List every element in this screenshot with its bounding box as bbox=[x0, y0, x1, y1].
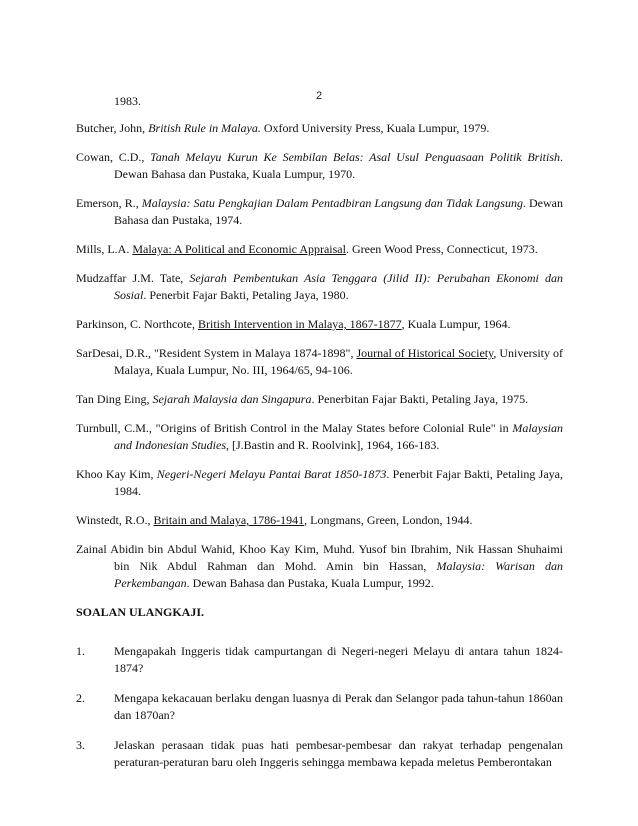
reference-title-italic: Malaysia: Warisan dan Perkembangan bbox=[114, 559, 563, 590]
reference-text: 1983. bbox=[114, 94, 141, 108]
question-number: 3. bbox=[76, 738, 85, 752]
reference-entry bbox=[76, 391, 563, 408]
reference-text: Winstedt, R.O., bbox=[76, 513, 154, 527]
reference-text: . Dewan Bahasa dan Pustaka, 1974. bbox=[114, 196, 563, 227]
reference-entry bbox=[76, 120, 563, 137]
reference-title-underlined: Journal of Historical Society bbox=[356, 346, 494, 360]
reference-text: . Penerbit Fajar Bakti, Petaling Jaya, 1980. bbox=[143, 288, 349, 302]
question-number: 1. bbox=[76, 644, 85, 658]
reference-text: , Kuala Lumpur, 1964. bbox=[401, 317, 511, 331]
reference-text: Parkinson, C. Northcote, bbox=[76, 317, 198, 331]
reference-entry bbox=[76, 420, 563, 454]
reference-text: , Longmans, Green, London, 1944. bbox=[304, 513, 473, 527]
reference-list bbox=[76, 93, 563, 592]
reference-text: . Penerbit Fajar Bakti, Petaling Jaya, 1984. bbox=[114, 467, 563, 498]
section-heading: SOALAN ULANGKAJI. bbox=[76, 605, 205, 619]
reference-entry bbox=[76, 195, 563, 229]
reference-title-italic: Sejarah Pembentukan Asia Tenggara (Jilid II): Perubahan Ekonomi dan Sosial bbox=[114, 271, 563, 302]
reference-entry bbox=[76, 345, 563, 379]
reference-text: SarDesai, D.R., "Resident System in Malaya 1874-1898", bbox=[76, 346, 357, 360]
reference-text: Zainal Abidin bin Abdul Wahid, Khoo Kay Kim, Muhd. Yusof bin Ibrahim, Nik Hassan Shuhaimi bin Nik Abdul Rahman dan Mohd. Amin bin Hassan, bbox=[76, 542, 563, 573]
reference-text: . Dewan Bahasa dan Pustaka, Kuala Lumpur, 1970. bbox=[114, 150, 564, 181]
page-number: 2 bbox=[316, 90, 323, 102]
reference-entry bbox=[76, 316, 563, 333]
question-text: Mengapa kekacauan berlaku dengan luasnya di Perak dan Selangor pada tahun-tahun 1860an dan 1870an? bbox=[114, 691, 563, 722]
reference-title-italic: Tanah Melayu Kurun Ke Sembilan Belas: Asal Usul Penguasaan Politik British bbox=[150, 150, 561, 164]
reference-entry bbox=[76, 241, 563, 258]
reference-text: Tan Ding Eing, bbox=[76, 392, 153, 406]
reference-text: Cowan, C.D., bbox=[76, 150, 151, 164]
reference-entry bbox=[76, 149, 563, 183]
reference-text: Emerson, R., bbox=[76, 196, 142, 210]
reference-text: Mills, L.A. bbox=[76, 242, 133, 256]
reference-entry bbox=[76, 466, 563, 500]
reference-text: . Dewan Bahasa dan Pustaka, Kuala Lumpur, 1992. bbox=[186, 576, 434, 590]
reference-text: Oxford University Press, Kuala Lumpur, 1979. bbox=[260, 121, 490, 135]
reference-title-underlined: British Intervention in Malaya, 1867-1877 bbox=[198, 317, 402, 331]
question-text: Mengapakah Inggeris tidak campurtangan di Negeri-negeri Melayu di antara tahun 1824-1874? bbox=[114, 644, 563, 675]
reference-entry bbox=[76, 512, 563, 529]
reference-text: Butcher, John, bbox=[76, 121, 149, 135]
question-number: 2. bbox=[76, 691, 85, 705]
reference-entry bbox=[76, 541, 563, 592]
reference-title-underlined: Britain and Malaya, 1786-1941 bbox=[153, 513, 305, 527]
question-item bbox=[76, 690, 563, 724]
question-text: Jelaskan perasaan tidak puas hati pembesar-pembesar dan rakyat terhadap pengenalan peraturan-peraturan baru oleh Inggeris sehingga membawa kepada meletus Pemberontakan bbox=[114, 738, 563, 769]
reference-title-italic: British Rule in Malaya. bbox=[148, 121, 261, 135]
reference-title-underlined: Malaya: A Political and Economic Appraisal bbox=[132, 242, 346, 256]
reference-title-italic: Malaysian and Indonesian Studies bbox=[114, 421, 563, 452]
reference-text: Turnbull, C.M., "Origins of British Control in the Malay States before Colonial Rule" in bbox=[76, 421, 513, 435]
reference-text: , University of Malaya, Kuala Lumpur, No. III, 1964/65, 94-106. bbox=[114, 346, 564, 377]
question-item bbox=[76, 737, 563, 771]
reference-text: . Penerbitan Fajar Bakti, Petaling Jaya, 1975. bbox=[311, 392, 529, 406]
reference-title-italic: Negeri-Negeri Melayu Pantai Barat 1850-1873 bbox=[156, 467, 387, 481]
reference-continuation bbox=[76, 93, 563, 110]
reference-text: . Green Wood Press, Connecticut, 1973. bbox=[345, 242, 538, 256]
reference-text: Khoo Kay Kim, bbox=[76, 467, 157, 481]
question-list bbox=[76, 643, 563, 771]
reference-entry bbox=[76, 270, 563, 304]
document-page bbox=[76, 93, 563, 784]
reference-text: , [J.Bastin and R. Roolvink], 1964, 166-183. bbox=[226, 438, 440, 452]
reference-text: Mudzaffar J.M. Tate, bbox=[76, 271, 190, 285]
reference-title-italic: Sejarah Malaysia dan Singapura bbox=[152, 392, 312, 406]
question-item bbox=[76, 643, 563, 677]
reference-title-italic: Malaysia: Satu Pengkajian Dalam Pentadbiran Langsung dan Tidak Langsung bbox=[141, 196, 523, 210]
